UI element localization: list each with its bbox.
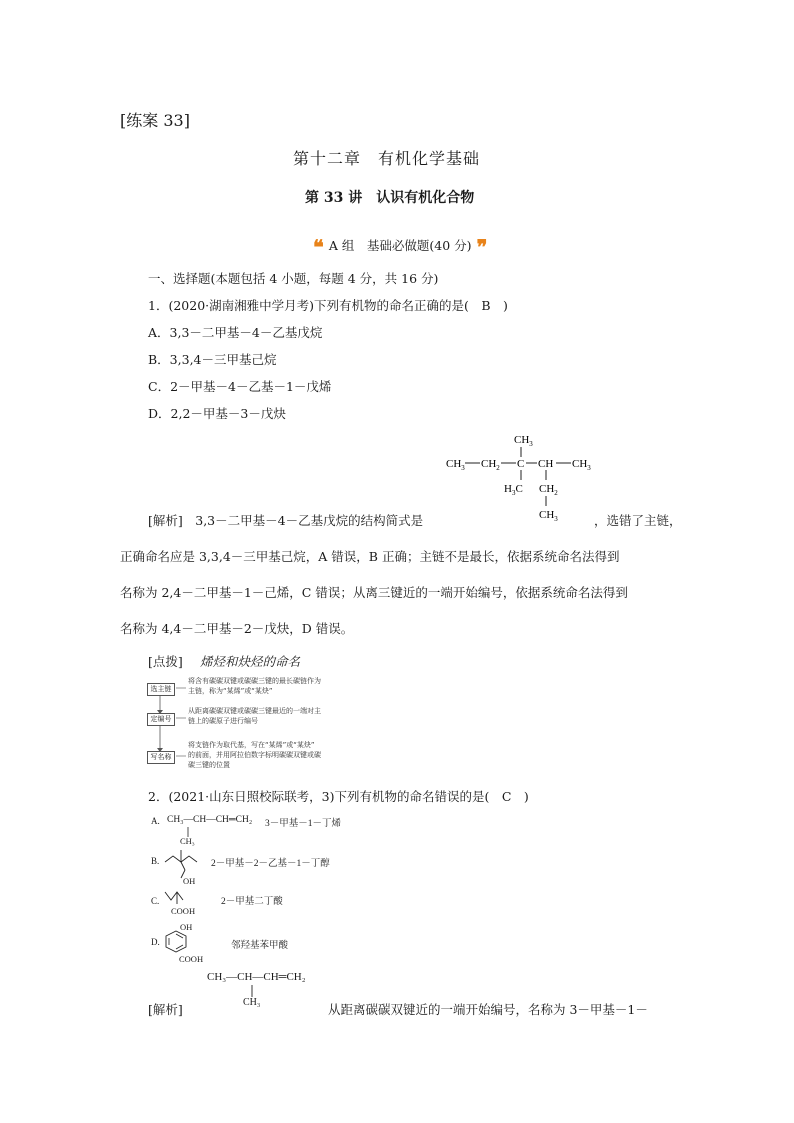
q2-stem: 2．(2021·山东日照校际联考，3)下列有机物的命名错误的是( C ) bbox=[148, 789, 529, 804]
quote-open-icon: ❝ bbox=[313, 235, 324, 259]
q1-option-c: C．2－甲基－4－乙基－1－戊烯 bbox=[148, 379, 332, 394]
q2-option-b-skeletal bbox=[163, 848, 201, 884]
q1-stem: 1．(2020·湖南湘雅中学月考)下列有机物的命名正确的是( B ) bbox=[148, 298, 508, 313]
struct-ch3-left: $CH_3$ bbox=[446, 458, 465, 472]
struct-ch: CH bbox=[538, 458, 554, 470]
q2-option-c-letter: C. bbox=[151, 896, 160, 906]
q2-option-d-letter: D. bbox=[151, 937, 160, 947]
q2-analysis-label: [解析] bbox=[148, 1002, 183, 1017]
struct-c: C bbox=[517, 458, 525, 470]
quote-close-icon: ❞ bbox=[476, 235, 488, 259]
q2-option-a-name: 3－甲基－1－丁烯 bbox=[265, 819, 342, 829]
q2-option-a-letter: A. bbox=[151, 816, 160, 826]
q1-structure-formula bbox=[440, 428, 610, 524]
q1-analysis-line1-tail: ，选错了主链， bbox=[594, 513, 682, 528]
q2-option-d-name: 邻羟基苯甲酸 bbox=[231, 941, 289, 951]
q2-option-a-sub: CH₃ bbox=[180, 836, 195, 846]
case-label: [练案 33] bbox=[120, 111, 190, 130]
tip-step-box-1: 选主链 bbox=[147, 683, 175, 696]
q1-analysis-line3: 名称为 2,4－二甲基－1－己烯，C 错误；从离三键近的一端开始编号，依据系统命名法得到 bbox=[120, 585, 628, 600]
q1-analysis-line1: [解析] 3,3－二甲基－4－乙基戊烷的结构简式是 bbox=[148, 513, 424, 528]
tip-step-text-2: 从距离碳碳双键或碳碳三键最近的一端对主 链上的碳原子进行编号 bbox=[188, 707, 321, 725]
struct-branch-ch2: $CH_2$ bbox=[539, 483, 558, 497]
tip-step-box-2: 定编号 bbox=[147, 713, 175, 726]
q2-analysis-bond bbox=[249, 985, 255, 997]
q2-option-c-sub: COOH bbox=[171, 906, 196, 916]
tip-step-box-3: 写名称 bbox=[147, 751, 175, 764]
q2-option-b-letter: B. bbox=[151, 856, 160, 866]
section-heading: 一、选择题(本题包括 4 小题，每题 4 分，共 16 分) bbox=[148, 271, 439, 286]
q2-option-d-sub: COOH bbox=[179, 954, 204, 964]
q2-analysis-formula-sub: CH₃ bbox=[243, 997, 261, 1008]
q1-analysis-line2: 正确命名应是 3,3,4－三甲基己烷，A 错误，B 正确；主链不是最长，依据系统命名法得到 bbox=[120, 549, 620, 564]
tip-flow-connectors bbox=[140, 680, 190, 770]
q2-option-d-sub-top: OH bbox=[180, 922, 193, 932]
q2-option-c-name: 2－甲基二丁酸 bbox=[221, 897, 283, 907]
group-banner bbox=[313, 235, 487, 259]
q1-option-b: B．3,3,4－三甲基己烷 bbox=[148, 352, 277, 367]
lecture-title: 第 33 讲 认识有机化合物 bbox=[305, 190, 475, 206]
q1-analysis-line4: 名称为 4,4－二甲基－2－戊炔，D 错误。 bbox=[120, 621, 354, 636]
tip-step-text-1: 将含有碳碳双键或碳碳三键的最长碳链作为 主链，称为“某烯”或“某炔” bbox=[188, 677, 321, 695]
chapter-title: 第十二章 有机化学基础 bbox=[293, 149, 481, 168]
q1-option-d: D．2,2－甲基－3－戊炔 bbox=[148, 406, 286, 421]
q2-option-b-sub: OH bbox=[183, 876, 196, 886]
struct-ch3-right: $CH_3$ bbox=[572, 458, 591, 472]
tip-label: [点拨] bbox=[148, 654, 183, 669]
q2-option-b-name: 2－甲基－2－乙基－1－丁醇 bbox=[211, 859, 330, 869]
group-title: A 组 基础必做题(40 分) bbox=[328, 238, 472, 253]
q2-option-a-formula: CH₃—CH—CH═CH₂ bbox=[167, 815, 253, 825]
struct-branch-ch3: $CH_3$ bbox=[539, 509, 558, 523]
q1-option-a: A．3,3－二甲基－4－乙基戊烷 bbox=[148, 325, 323, 340]
q2-analysis-text: 从距离碳碳双键近的一端开始编号，名称为 3－甲基－1－ bbox=[328, 1002, 648, 1017]
q2-analysis-formula: CH₃—CH—CH═CH₂ bbox=[207, 971, 306, 983]
tip-title: 烯烃和炔烃的命名 bbox=[200, 654, 301, 669]
struct-h3c: $H_3C$ bbox=[504, 483, 523, 497]
struct-top-ch3: $CH_3$ bbox=[514, 434, 533, 448]
tip-step-text-3: 将支链作为取代基，写在“某烯”或“某炔” 的前面，并用阿拉伯数字标明碳碳双键或碳 碳三键的位置 bbox=[188, 741, 321, 769]
struct-ch2: $CH_2$ bbox=[481, 458, 500, 472]
benzene-ring-icon bbox=[163, 930, 189, 954]
